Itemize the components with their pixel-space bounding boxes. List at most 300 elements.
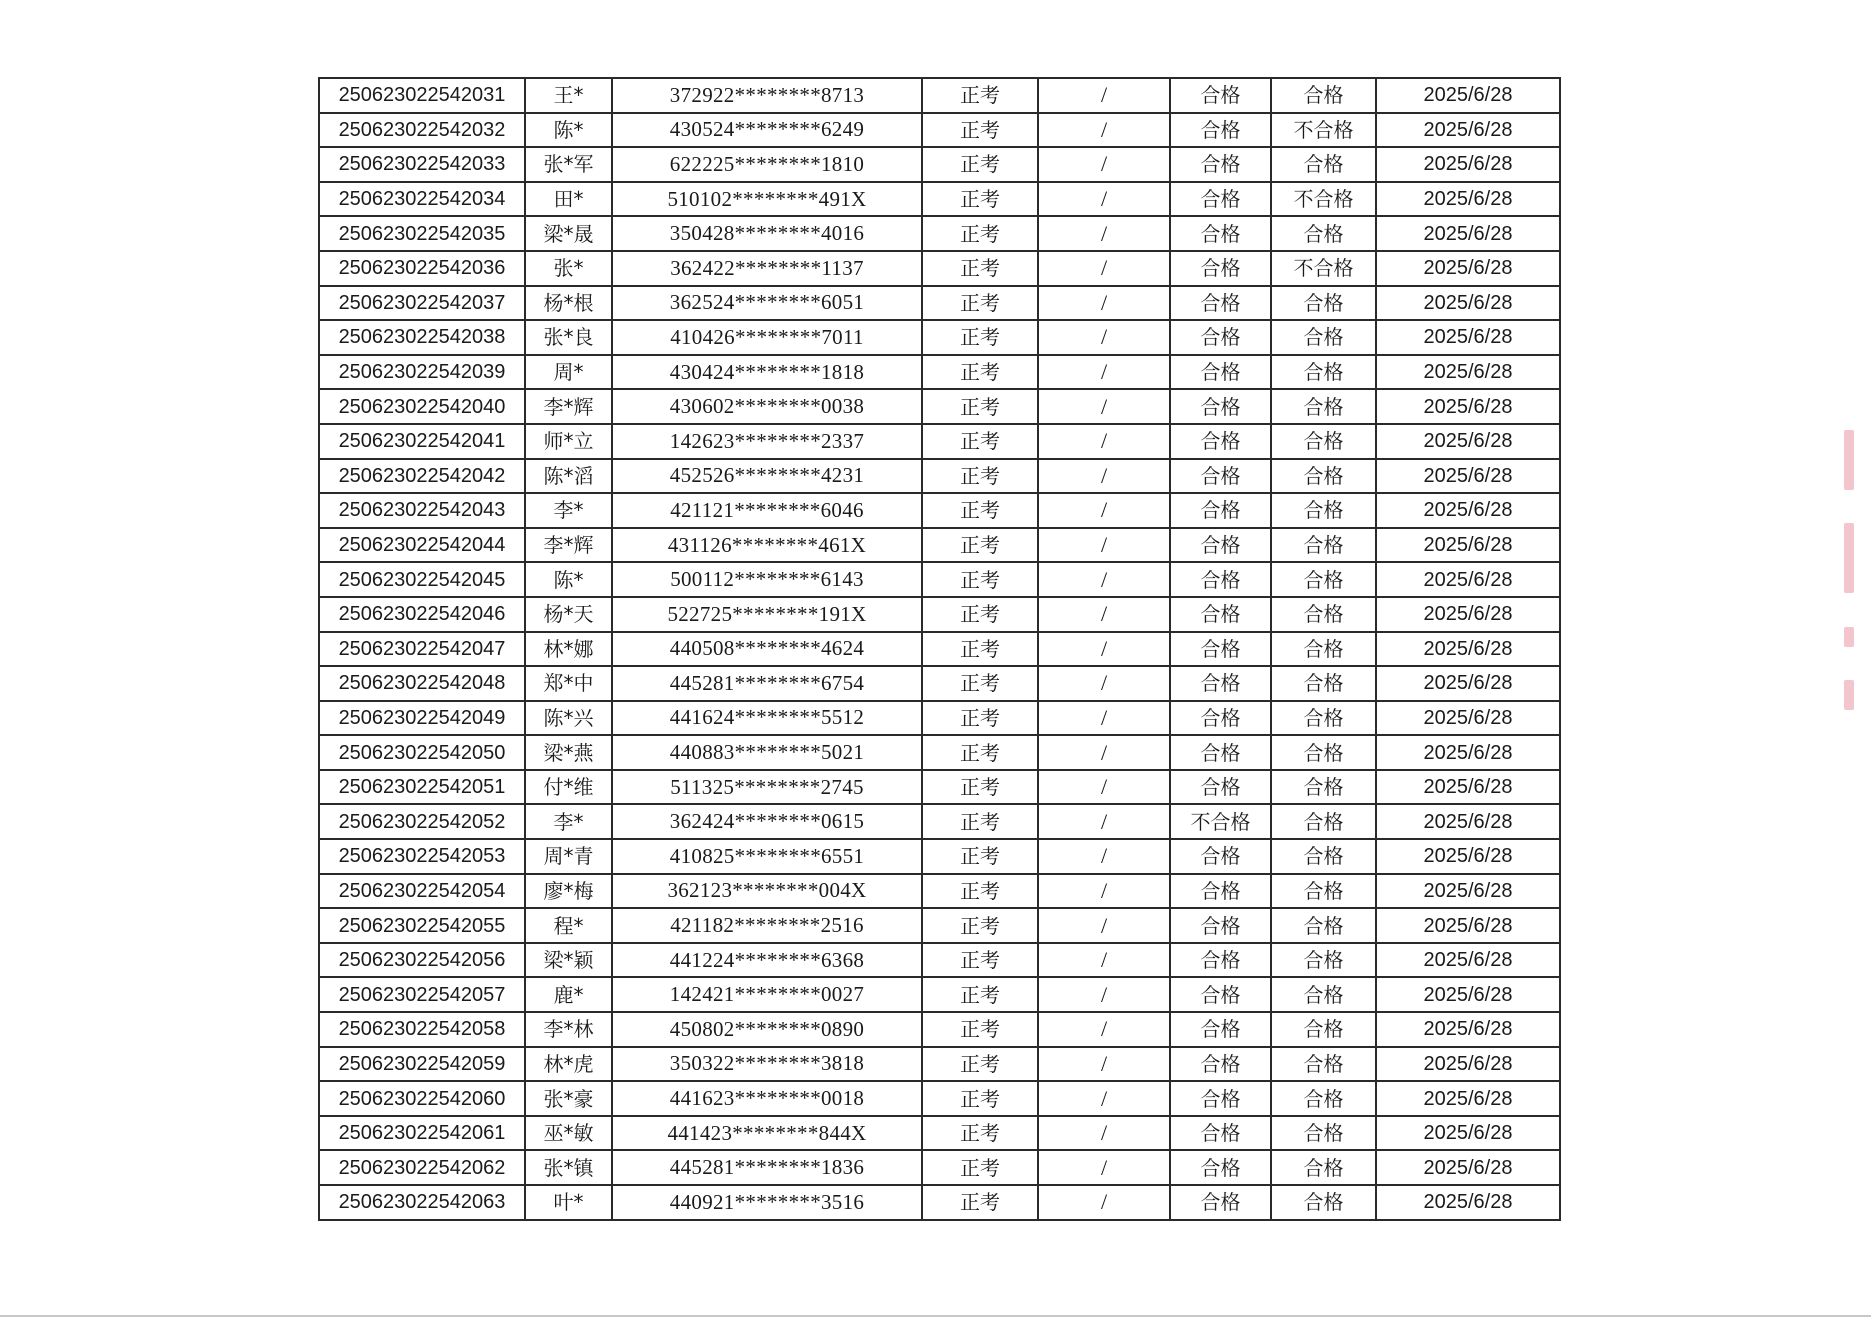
result-2-cell: 合格 — [1271, 1150, 1376, 1185]
table-row — [319, 770, 1560, 805]
id-card-cell: 410426********7011 — [612, 320, 922, 355]
slash-cell: / — [1038, 908, 1170, 943]
date-cell: 2025/6/28 — [1376, 424, 1560, 459]
table-body — [319, 78, 1560, 1220]
table-row — [319, 943, 1560, 978]
name-cell: 梁*晟 — [525, 216, 612, 251]
results-table — [318, 77, 1561, 1221]
result-1-cell: 合格 — [1170, 874, 1271, 909]
result-2-cell: 合格 — [1271, 874, 1376, 909]
table-row — [319, 320, 1560, 355]
id-card-cell: 441423********844X — [612, 1116, 922, 1151]
name-cell: 程* — [525, 908, 612, 943]
table-row — [319, 666, 1560, 701]
exam-type-cell: 正考 — [922, 1047, 1038, 1082]
slash-cell: / — [1038, 355, 1170, 390]
exam-type-cell: 正考 — [922, 113, 1038, 148]
name-cell: 周* — [525, 355, 612, 390]
exam-type-cell: 正考 — [922, 1116, 1038, 1151]
table-row — [319, 251, 1560, 286]
date-cell: 2025/6/28 — [1376, 251, 1560, 286]
name-cell: 鹿* — [525, 977, 612, 1012]
exam-type-cell: 正考 — [922, 1150, 1038, 1185]
result-1-cell: 合格 — [1170, 666, 1271, 701]
result-1-cell: 合格 — [1170, 735, 1271, 770]
name-cell: 李*辉 — [525, 528, 612, 563]
id-card-cell: 421121********6046 — [612, 493, 922, 528]
result-2-cell: 合格 — [1271, 1185, 1376, 1220]
date-cell: 2025/6/28 — [1376, 770, 1560, 805]
result-1-cell: 合格 — [1170, 424, 1271, 459]
name-cell: 陈* — [525, 562, 612, 597]
id-card-cell: 441624********5512 — [612, 701, 922, 736]
result-2-cell: 不合格 — [1271, 251, 1376, 286]
result-2-cell: 合格 — [1271, 1081, 1376, 1116]
exam-type-cell: 正考 — [922, 286, 1038, 321]
date-cell: 2025/6/28 — [1376, 1047, 1560, 1082]
slash-cell: / — [1038, 147, 1170, 182]
exam-type-cell: 正考 — [922, 977, 1038, 1012]
date-cell: 2025/6/28 — [1376, 666, 1560, 701]
id-card-cell: 430524********6249 — [612, 113, 922, 148]
result-2-cell: 合格 — [1271, 1012, 1376, 1047]
date-cell: 2025/6/28 — [1376, 528, 1560, 563]
exam-number-cell: 250623022542037 — [319, 286, 525, 321]
date-cell: 2025/6/28 — [1376, 355, 1560, 390]
exam-number-cell: 250623022542045 — [319, 562, 525, 597]
table-row — [319, 701, 1560, 736]
result-2-cell: 不合格 — [1271, 113, 1376, 148]
date-cell: 2025/6/28 — [1376, 147, 1560, 182]
exam-type-cell: 正考 — [922, 666, 1038, 701]
exam-type-cell: 正考 — [922, 770, 1038, 805]
name-cell: 师*立 — [525, 424, 612, 459]
result-1-cell: 合格 — [1170, 286, 1271, 321]
exam-number-cell: 250623022542061 — [319, 1116, 525, 1151]
exam-number-cell: 250623022542053 — [319, 839, 525, 874]
id-card-cell: 452526********4231 — [612, 459, 922, 494]
id-card-cell: 511325********2745 — [612, 770, 922, 805]
table-row — [319, 216, 1560, 251]
slash-cell: / — [1038, 597, 1170, 632]
table-row — [319, 113, 1560, 148]
name-cell: 王* — [525, 78, 612, 113]
result-1-cell: 合格 — [1170, 770, 1271, 805]
result-2-cell: 合格 — [1271, 666, 1376, 701]
id-card-cell: 431126********461X — [612, 528, 922, 563]
result-1-cell: 合格 — [1170, 528, 1271, 563]
slash-cell: / — [1038, 839, 1170, 874]
table-row — [319, 1012, 1560, 1047]
date-cell: 2025/6/28 — [1376, 701, 1560, 736]
date-cell: 2025/6/28 — [1376, 632, 1560, 667]
id-card-cell: 622225********1810 — [612, 147, 922, 182]
exam-type-cell: 正考 — [922, 216, 1038, 251]
table-row — [319, 597, 1560, 632]
result-1-cell: 不合格 — [1170, 804, 1271, 839]
result-2-cell: 合格 — [1271, 562, 1376, 597]
result-2-cell: 合格 — [1271, 1116, 1376, 1151]
result-2-cell: 合格 — [1271, 528, 1376, 563]
date-cell: 2025/6/28 — [1376, 1081, 1560, 1116]
result-2-cell: 合格 — [1271, 355, 1376, 390]
result-1-cell: 合格 — [1170, 1116, 1271, 1151]
name-cell: 叶* — [525, 1185, 612, 1220]
table-row — [319, 389, 1560, 424]
exam-number-cell: 250623022542052 — [319, 804, 525, 839]
name-cell: 廖*梅 — [525, 874, 612, 909]
date-cell: 2025/6/28 — [1376, 1185, 1560, 1220]
result-1-cell: 合格 — [1170, 562, 1271, 597]
result-1-cell: 合格 — [1170, 493, 1271, 528]
exam-number-cell: 250623022542054 — [319, 874, 525, 909]
exam-type-cell: 正考 — [922, 182, 1038, 217]
result-1-cell: 合格 — [1170, 943, 1271, 978]
slash-cell: / — [1038, 1012, 1170, 1047]
id-card-cell: 142623********2337 — [612, 424, 922, 459]
date-cell: 2025/6/28 — [1376, 839, 1560, 874]
id-card-cell: 441623********0018 — [612, 1081, 922, 1116]
result-1-cell: 合格 — [1170, 597, 1271, 632]
exam-number-cell: 250623022542044 — [319, 528, 525, 563]
result-2-cell: 合格 — [1271, 804, 1376, 839]
result-2-cell: 合格 — [1271, 389, 1376, 424]
date-cell: 2025/6/28 — [1376, 804, 1560, 839]
table-row — [319, 977, 1560, 1012]
result-2-cell: 合格 — [1271, 493, 1376, 528]
result-2-cell: 合格 — [1271, 320, 1376, 355]
exam-number-cell: 250623022542057 — [319, 977, 525, 1012]
exam-type-cell: 正考 — [922, 597, 1038, 632]
slash-cell: / — [1038, 216, 1170, 251]
result-2-cell: 合格 — [1271, 701, 1376, 736]
table-row — [319, 147, 1560, 182]
date-cell: 2025/6/28 — [1376, 493, 1560, 528]
id-card-cell: 500112********6143 — [612, 562, 922, 597]
slash-cell: / — [1038, 424, 1170, 459]
name-cell: 巫*敏 — [525, 1116, 612, 1151]
result-1-cell: 合格 — [1170, 182, 1271, 217]
slash-cell: / — [1038, 528, 1170, 563]
exam-type-cell: 正考 — [922, 493, 1038, 528]
exam-number-cell: 250623022542038 — [319, 320, 525, 355]
exam-number-cell: 250623022542049 — [319, 701, 525, 736]
result-1-cell: 合格 — [1170, 701, 1271, 736]
name-cell: 李*辉 — [525, 389, 612, 424]
name-cell: 郑*中 — [525, 666, 612, 701]
date-cell: 2025/6/28 — [1376, 320, 1560, 355]
table-row — [319, 459, 1560, 494]
table-row — [319, 424, 1560, 459]
name-cell: 林*娜 — [525, 632, 612, 667]
exam-number-cell: 250623022542058 — [319, 1012, 525, 1047]
date-cell: 2025/6/28 — [1376, 597, 1560, 632]
slash-cell: / — [1038, 251, 1170, 286]
id-card-cell: 450802********0890 — [612, 1012, 922, 1047]
edge-stamp-mark — [1836, 430, 1862, 710]
name-cell: 付*维 — [525, 770, 612, 805]
slash-cell: / — [1038, 701, 1170, 736]
slash-cell: / — [1038, 1081, 1170, 1116]
table-row — [319, 286, 1560, 321]
exam-type-cell: 正考 — [922, 839, 1038, 874]
table-row — [319, 839, 1560, 874]
id-card-cell: 445281********6754 — [612, 666, 922, 701]
result-1-cell: 合格 — [1170, 459, 1271, 494]
name-cell: 陈* — [525, 113, 612, 148]
result-1-cell: 合格 — [1170, 908, 1271, 943]
id-card-cell: 421182********2516 — [612, 908, 922, 943]
slash-cell: / — [1038, 320, 1170, 355]
date-cell: 2025/6/28 — [1376, 908, 1560, 943]
id-card-cell: 440921********3516 — [612, 1185, 922, 1220]
name-cell: 李* — [525, 804, 612, 839]
name-cell: 李*林 — [525, 1012, 612, 1047]
id-card-cell: 522725********191X — [612, 597, 922, 632]
table-row — [319, 804, 1560, 839]
result-1-cell: 合格 — [1170, 355, 1271, 390]
date-cell: 2025/6/28 — [1376, 562, 1560, 597]
exam-number-cell: 250623022542055 — [319, 908, 525, 943]
exam-number-cell: 250623022542032 — [319, 113, 525, 148]
table-row — [319, 1185, 1560, 1220]
table-row — [319, 355, 1560, 390]
result-1-cell: 合格 — [1170, 251, 1271, 286]
result-1-cell: 合格 — [1170, 78, 1271, 113]
result-2-cell: 合格 — [1271, 78, 1376, 113]
exam-number-cell: 250623022542041 — [319, 424, 525, 459]
table-row — [319, 632, 1560, 667]
id-card-cell: 350322********3818 — [612, 1047, 922, 1082]
table-row — [319, 1116, 1560, 1151]
result-2-cell: 合格 — [1271, 459, 1376, 494]
exam-type-cell: 正考 — [922, 320, 1038, 355]
result-1-cell: 合格 — [1170, 1081, 1271, 1116]
slash-cell: / — [1038, 1116, 1170, 1151]
exam-number-cell: 250623022542040 — [319, 389, 525, 424]
exam-type-cell: 正考 — [922, 735, 1038, 770]
slash-cell: / — [1038, 666, 1170, 701]
slash-cell: / — [1038, 632, 1170, 667]
exam-type-cell: 正考 — [922, 251, 1038, 286]
exam-number-cell: 250623022542059 — [319, 1047, 525, 1082]
result-2-cell: 合格 — [1271, 147, 1376, 182]
id-card-cell: 362123********004X — [612, 874, 922, 909]
result-2-cell: 合格 — [1271, 1047, 1376, 1082]
result-2-cell: 合格 — [1271, 216, 1376, 251]
result-1-cell: 合格 — [1170, 1047, 1271, 1082]
result-1-cell: 合格 — [1170, 1012, 1271, 1047]
result-1-cell: 合格 — [1170, 1185, 1271, 1220]
exam-type-cell: 正考 — [922, 528, 1038, 563]
table-row — [319, 493, 1560, 528]
exam-type-cell: 正考 — [922, 389, 1038, 424]
result-1-cell: 合格 — [1170, 1150, 1271, 1185]
slash-cell: / — [1038, 286, 1170, 321]
result-2-cell: 合格 — [1271, 424, 1376, 459]
slash-cell: / — [1038, 977, 1170, 1012]
result-1-cell: 合格 — [1170, 147, 1271, 182]
slash-cell: / — [1038, 389, 1170, 424]
exam-number-cell: 250623022542035 — [319, 216, 525, 251]
date-cell: 2025/6/28 — [1376, 182, 1560, 217]
exam-type-cell: 正考 — [922, 632, 1038, 667]
exam-number-cell: 250623022542056 — [319, 943, 525, 978]
slash-cell: / — [1038, 1185, 1170, 1220]
result-2-cell: 合格 — [1271, 839, 1376, 874]
id-card-cell: 510102********491X — [612, 182, 922, 217]
slash-cell: / — [1038, 874, 1170, 909]
exam-type-cell: 正考 — [922, 908, 1038, 943]
slash-cell: / — [1038, 770, 1170, 805]
result-2-cell: 合格 — [1271, 735, 1376, 770]
exam-type-cell: 正考 — [922, 804, 1038, 839]
exam-type-cell: 正考 — [922, 147, 1038, 182]
result-2-cell: 合格 — [1271, 770, 1376, 805]
name-cell: 梁*燕 — [525, 735, 612, 770]
id-card-cell: 440508********4624 — [612, 632, 922, 667]
result-1-cell: 合格 — [1170, 113, 1271, 148]
table-row — [319, 1047, 1560, 1082]
slash-cell: / — [1038, 804, 1170, 839]
name-cell: 杨*根 — [525, 286, 612, 321]
exam-number-cell: 250623022542031 — [319, 78, 525, 113]
date-cell: 2025/6/28 — [1376, 1150, 1560, 1185]
id-card-cell: 362422********1137 — [612, 251, 922, 286]
id-card-cell: 410825********6551 — [612, 839, 922, 874]
date-cell: 2025/6/28 — [1376, 943, 1560, 978]
exam-number-cell: 250623022542046 — [319, 597, 525, 632]
id-card-cell: 445281********1836 — [612, 1150, 922, 1185]
date-cell: 2025/6/28 — [1376, 459, 1560, 494]
exam-number-cell: 250623022542063 — [319, 1185, 525, 1220]
id-card-cell: 372922********8713 — [612, 78, 922, 113]
table-row — [319, 735, 1560, 770]
name-cell: 李* — [525, 493, 612, 528]
result-1-cell: 合格 — [1170, 977, 1271, 1012]
exam-number-cell: 250623022542039 — [319, 355, 525, 390]
slash-cell: / — [1038, 1150, 1170, 1185]
date-cell: 2025/6/28 — [1376, 216, 1560, 251]
exam-number-cell: 250623022542050 — [319, 735, 525, 770]
id-card-cell: 362524********6051 — [612, 286, 922, 321]
exam-type-cell: 正考 — [922, 701, 1038, 736]
exam-number-cell: 250623022542033 — [319, 147, 525, 182]
date-cell: 2025/6/28 — [1376, 286, 1560, 321]
exam-type-cell: 正考 — [922, 943, 1038, 978]
exam-type-cell: 正考 — [922, 874, 1038, 909]
table-row — [319, 182, 1560, 217]
exam-type-cell: 正考 — [922, 78, 1038, 113]
exam-number-cell: 250623022542047 — [319, 632, 525, 667]
id-card-cell: 362424********0615 — [612, 804, 922, 839]
table-row — [319, 1150, 1560, 1185]
date-cell: 2025/6/28 — [1376, 78, 1560, 113]
id-card-cell: 430602********0038 — [612, 389, 922, 424]
name-cell: 张*军 — [525, 147, 612, 182]
id-card-cell: 430424********1818 — [612, 355, 922, 390]
id-card-cell: 350428********4016 — [612, 216, 922, 251]
name-cell: 张*豪 — [525, 1081, 612, 1116]
id-card-cell: 142421********0027 — [612, 977, 922, 1012]
result-2-cell: 合格 — [1271, 286, 1376, 321]
exam-type-cell: 正考 — [922, 1185, 1038, 1220]
name-cell: 杨*天 — [525, 597, 612, 632]
slash-cell: / — [1038, 182, 1170, 217]
name-cell: 张*镇 — [525, 1150, 612, 1185]
result-2-cell: 合格 — [1271, 943, 1376, 978]
id-card-cell: 441224********6368 — [612, 943, 922, 978]
table-row — [319, 874, 1560, 909]
exam-type-cell: 正考 — [922, 459, 1038, 494]
name-cell: 林*虎 — [525, 1047, 612, 1082]
page-bottom-edge — [0, 1315, 1871, 1317]
table-row — [319, 1081, 1560, 1116]
slash-cell: / — [1038, 459, 1170, 494]
id-card-cell: 440883********5021 — [612, 735, 922, 770]
name-cell: 陈*滔 — [525, 459, 612, 494]
exam-number-cell: 250623022542051 — [319, 770, 525, 805]
date-cell: 2025/6/28 — [1376, 735, 1560, 770]
exam-number-cell: 250623022542048 — [319, 666, 525, 701]
name-cell: 陈*兴 — [525, 701, 612, 736]
date-cell: 2025/6/28 — [1376, 1012, 1560, 1047]
exam-type-cell: 正考 — [922, 1081, 1038, 1116]
result-1-cell: 合格 — [1170, 216, 1271, 251]
exam-number-cell: 250623022542060 — [319, 1081, 525, 1116]
table-row — [319, 78, 1560, 113]
table-row — [319, 528, 1560, 563]
exam-number-cell: 250623022542034 — [319, 182, 525, 217]
result-2-cell: 合格 — [1271, 908, 1376, 943]
date-cell: 2025/6/28 — [1376, 389, 1560, 424]
result-2-cell: 合格 — [1271, 632, 1376, 667]
name-cell: 张*良 — [525, 320, 612, 355]
result-1-cell: 合格 — [1170, 389, 1271, 424]
table-row — [319, 908, 1560, 943]
exam-number-cell: 250623022542043 — [319, 493, 525, 528]
result-1-cell: 合格 — [1170, 320, 1271, 355]
name-cell: 梁*颖 — [525, 943, 612, 978]
exam-number-cell: 250623022542036 — [319, 251, 525, 286]
slash-cell: / — [1038, 78, 1170, 113]
exam-type-cell: 正考 — [922, 424, 1038, 459]
slash-cell: / — [1038, 562, 1170, 597]
slash-cell: / — [1038, 113, 1170, 148]
result-2-cell: 不合格 — [1271, 182, 1376, 217]
table-row — [319, 562, 1560, 597]
date-cell: 2025/6/28 — [1376, 977, 1560, 1012]
result-2-cell: 合格 — [1271, 597, 1376, 632]
date-cell: 2025/6/28 — [1376, 113, 1560, 148]
exam-number-cell: 250623022542042 — [319, 459, 525, 494]
date-cell: 2025/6/28 — [1376, 1116, 1560, 1151]
exam-type-cell: 正考 — [922, 355, 1038, 390]
exam-number-cell: 250623022542062 — [319, 1150, 525, 1185]
exam-type-cell: 正考 — [922, 1012, 1038, 1047]
slash-cell: / — [1038, 1047, 1170, 1082]
exam-type-cell: 正考 — [922, 562, 1038, 597]
result-2-cell: 合格 — [1271, 977, 1376, 1012]
name-cell: 周*青 — [525, 839, 612, 874]
result-1-cell: 合格 — [1170, 632, 1271, 667]
result-1-cell: 合格 — [1170, 839, 1271, 874]
slash-cell: / — [1038, 493, 1170, 528]
date-cell: 2025/6/28 — [1376, 874, 1560, 909]
name-cell: 田* — [525, 182, 612, 217]
name-cell: 张* — [525, 251, 612, 286]
slash-cell: / — [1038, 735, 1170, 770]
